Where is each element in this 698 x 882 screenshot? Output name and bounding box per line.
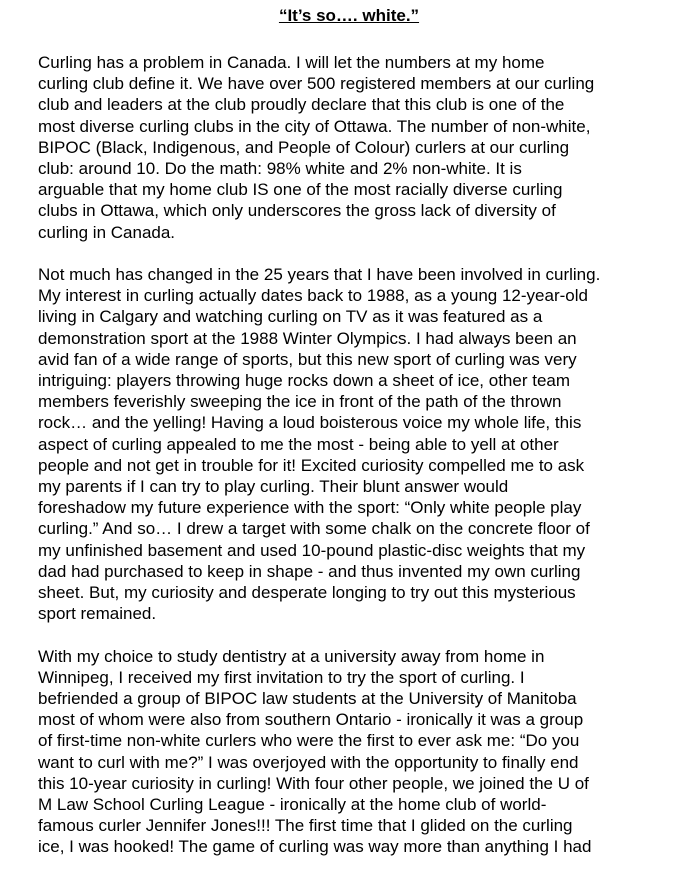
text-line: members feverishly sweeping the ice in front of the path of the thrown — [38, 392, 562, 412]
text-line: BIPOC (Black, Indigenous, and People of Colour) curlers at our curling — [38, 137, 570, 157]
text-line: curling.” And so… I drew a target with some chalk on the concrete floor of — [38, 519, 590, 539]
text-line: arguable that my home club IS one of the most racially diverse curling — [38, 180, 563, 200]
text-line: Curling has a problem in Canada. I will let the numbers at my home — [38, 53, 545, 72]
text-line: most diverse curling clubs in the city of Ottawa. The number of non-white, — [38, 116, 591, 136]
text-line: demonstration sport at the 1988 Winter Olympics. I had always been an — [38, 328, 577, 348]
text-line: My interest in curling actually dates back to 1988, as a young 12-year-old — [38, 286, 588, 306]
text-line: avid fan of a wide range of sports, but this new sport of curling was very — [38, 349, 577, 369]
text-line: befriended a group of BIPOC law students at the University of Manitoba — [38, 689, 577, 709]
text-line: foreshadow my future experience with the sport: “Only white people play — [38, 498, 582, 518]
text-line: people and not get in trouble for it! Excited curiosity compelled me to ask — [38, 455, 585, 475]
text-line: clubs in Ottawa, which only underscores the gross lack of diversity of — [38, 201, 556, 221]
text-line: this 10-year curiosity in curling! With four other people, we joined the U of — [38, 773, 589, 793]
text-line: sport remained. — [38, 604, 157, 624]
paragraph-spacer — [38, 243, 690, 264]
text-line: my unfinished basement and used 10-pound plastic-disc weights that my — [38, 540, 586, 560]
text-line: of first-time non-white curlers who were the first to ever ask me: “Do you — [38, 731, 580, 751]
text-line: Winnipeg, I received my first invitation to try the sport of curling. I — [38, 667, 525, 687]
document-title: “It’s so…. white.” — [278, 6, 420, 25]
text-line: most of whom were also from southern Ontario - ironically it was a group — [38, 710, 584, 730]
text-line: sheet. But, my curiosity and desperate longing to try out this mysterious — [38, 583, 576, 603]
text-line: living in Calgary and watching curling on TV as it was featured as a — [38, 307, 543, 327]
text-line: With my choice to study dentistry at a university away from home in — [38, 646, 545, 666]
text-line: my parents if I can try to play curling. Their blunt answer would — [38, 477, 509, 497]
text-line: dad had purchased to keep in shape - and thus invented my own curling — [38, 561, 581, 581]
text-line: curling club define it. We have over 500 registered members at our curling — [38, 74, 595, 94]
paragraph-2 — [38, 264, 690, 624]
text-line: club: around 10. Do the math: 98% white and 2% non-white. It is — [38, 159, 522, 179]
text-line: Not much has changed in the 25 years that I have been involved in curling. — [38, 265, 601, 285]
text-line: want to curl with me?” I was overjoyed with the opportunity to finally end — [38, 752, 579, 772]
text-line: rock… and the yelling! Having a loud boisterous voice my whole life, this — [38, 413, 582, 433]
text-line: intriguing: players throwing huge rocks down a sheet of ice, other team — [38, 371, 571, 391]
text-line: M Law School Curling League - ironically at the home club of world- — [38, 795, 547, 815]
text-line: ice, I was hooked! The game of curling was way more than anything I had — [38, 837, 592, 857]
text-line: club and leaders at the club proudly declare that this club is one of the — [38, 95, 565, 115]
paragraph-1 — [38, 52, 690, 243]
document-page — [38, 0, 690, 858]
text-line: aspect of curling appealed to me the most - being able to yell at other — [38, 434, 559, 454]
paragraph-3 — [38, 646, 690, 858]
text-line: curling in Canada. — [38, 222, 176, 242]
text-line: famous curler Jennifer Jones!!! The first time that I glided on the curling — [38, 816, 573, 836]
paragraph-spacer — [38, 624, 690, 645]
